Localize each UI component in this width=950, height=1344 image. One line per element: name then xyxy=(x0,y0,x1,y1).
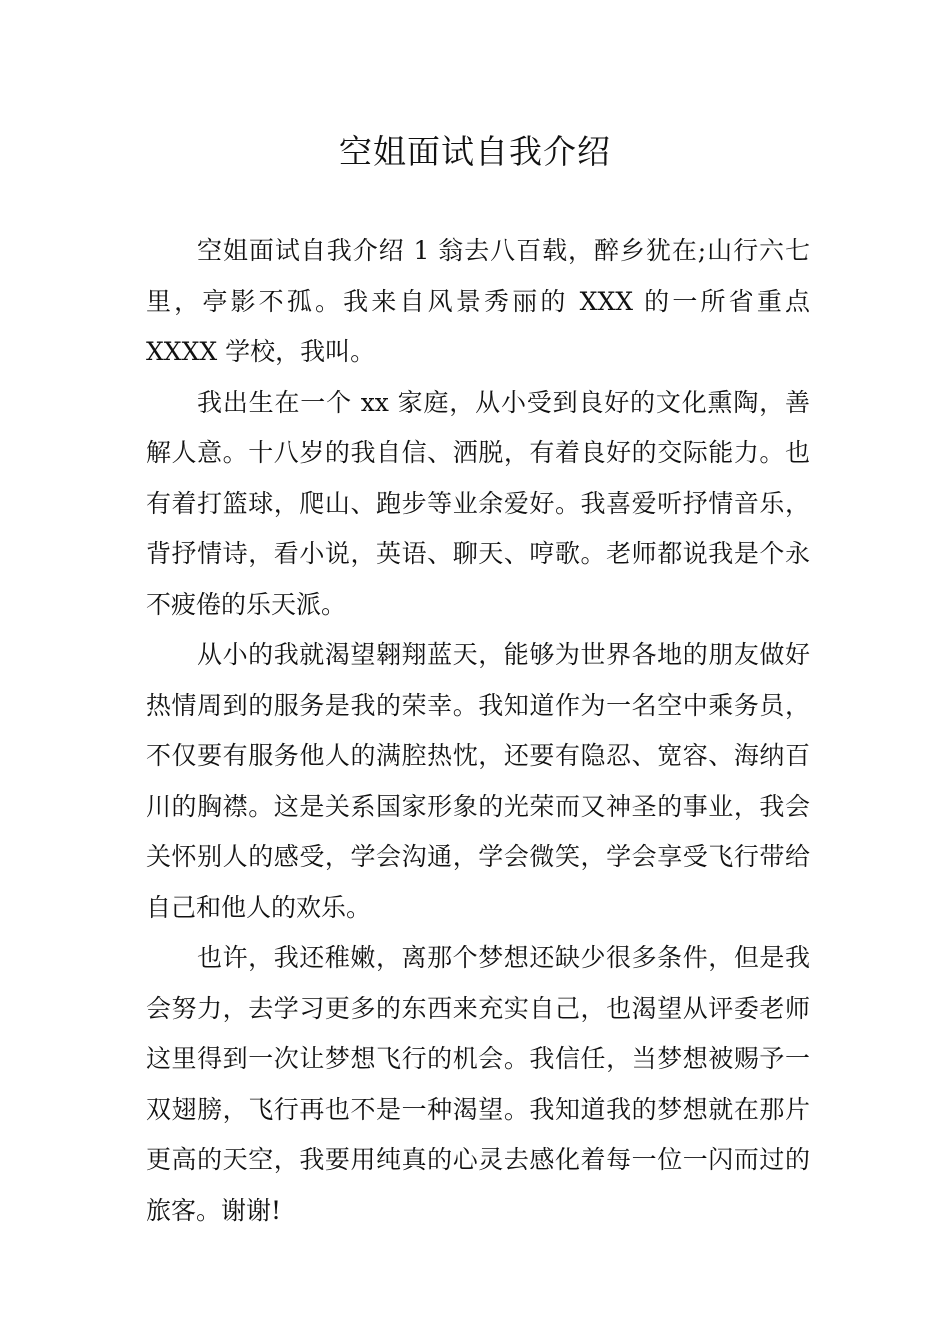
paragraph-4: 也许，我还稚嫩，离那个梦想还缺少很多条件，但是我会努力，去学习更多的东西来充实自己，也渴望从评委老师这里得到一次让梦想飞行的机会。我信任，当梦想被赐予一双翅膀，飞行再也不是一种渴望。我知道我的梦想就在那片更高的天空，我要用纯真的心灵去感化着每一位一闪而过的旅客。谢谢! xyxy=(146,943,810,1225)
document-body xyxy=(146,226,810,1236)
document-title: 空姐面试自我介绍 xyxy=(339,132,611,171)
paragraph-3: 从小的我就渴望翱翔蓝天，能够为世界各地的朋友做好热情周到的服务是我的荣幸。我知道作为一名空中乘务员，不仅要有服务他人的满腔热忱，还要有隐忍、宽容、海纳百川的胸襟。这是关系国家形象的光荣而又神圣的事业，我会关怀别人的感受，学会沟通，学会微笑，学会享受飞行带给自己和他人的欢乐。 xyxy=(146,640,810,922)
paragraph-2: 我出生在一个 xx 家庭，从小受到良好的文化熏陶，善解人意。十八岁的我自信、洒脱，有着良好的交际能力。也有着打篮球，爬山、跑步等业余爱好。我喜爱听抒情音乐，背抒情诗，看小说，英语、聊天、哼歌。老师都说我是个永不疲倦的乐天派。 xyxy=(146,387,810,619)
paragraph-1: 空姐面试自我介绍 1 翁去八百载，醉乡犹在;山行六七里，亭影不孤。我来自风景秀丽的 XXX 的一所省重点 XXXX 学校，我叫。 xyxy=(146,236,810,366)
